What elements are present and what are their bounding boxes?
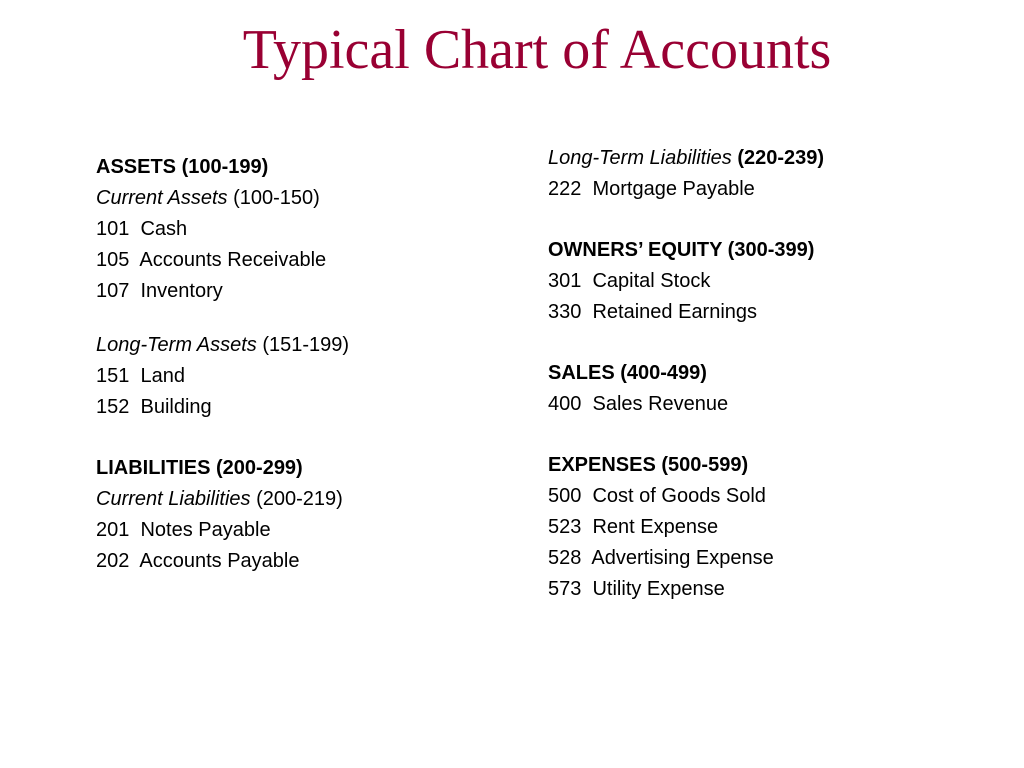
long-term-liabilities-section — [548, 143, 824, 205]
account-523: 523 Rent Expense — [548, 516, 719, 538]
long-term-assets-name: Long-Term Assets — [96, 334, 257, 356]
current-liabilities-subheading — [96, 484, 349, 515]
liabilities-section — [96, 453, 349, 577]
long-term-liabilities-range: (220-239) — [731, 147, 825, 169]
account-301: 301 Capital Stock — [548, 270, 711, 292]
long-term-liabilities-subheading — [548, 143, 824, 174]
account-528: 528 Advertising Expense — [548, 547, 774, 569]
account-105: 105 Accounts Receivable — [96, 249, 327, 271]
right-column — [548, 143, 824, 605]
owners-equity-heading: OWNERS’ EQUITY (300-399) — [548, 239, 815, 261]
current-assets-subheading — [96, 183, 349, 214]
account-573: 573 Utility Expense — [548, 578, 725, 600]
account-400: 400 Sales Revenue — [548, 393, 729, 415]
account-151: 151 Land — [96, 365, 185, 387]
long-term-assets-subheading — [96, 330, 349, 361]
current-assets-range: (100-150) — [227, 187, 320, 209]
account-330: 330 Retained Earnings — [548, 301, 758, 323]
account-202: 202 Accounts Payable — [96, 550, 300, 572]
owners-equity-section — [548, 235, 824, 328]
current-liabilities-range: (200-219) — [250, 488, 343, 510]
expenses-heading: EXPENSES (500-599) — [548, 454, 749, 476]
page-title: Typical Chart of Accounts — [242, 19, 832, 81]
liabilities-heading: LIABILITIES (200-299) — [96, 457, 303, 479]
account-107: 107 Inventory — [96, 280, 223, 302]
long-term-assets-range: (151-199) — [256, 334, 350, 356]
account-500: 500 Cost of Goods Sold — [548, 485, 766, 507]
sales-heading: SALES (400-499) — [548, 362, 707, 384]
current-liabilities-name: Current Liabilities — [96, 488, 251, 510]
left-column — [96, 152, 349, 577]
current-assets-name: Current Assets — [96, 187, 228, 209]
expenses-section — [548, 450, 824, 605]
account-101: 101 Cash — [96, 218, 188, 240]
account-152: 152 Building — [96, 396, 212, 418]
assets-section — [96, 152, 349, 423]
account-201: 201 Notes Payable — [96, 519, 271, 541]
sales-section — [548, 358, 824, 420]
long-term-liabilities-name: Long-Term Liabilities — [548, 147, 732, 169]
account-222: 222 Mortgage Payable — [548, 178, 755, 200]
assets-heading: ASSETS (100-199) — [96, 156, 269, 178]
